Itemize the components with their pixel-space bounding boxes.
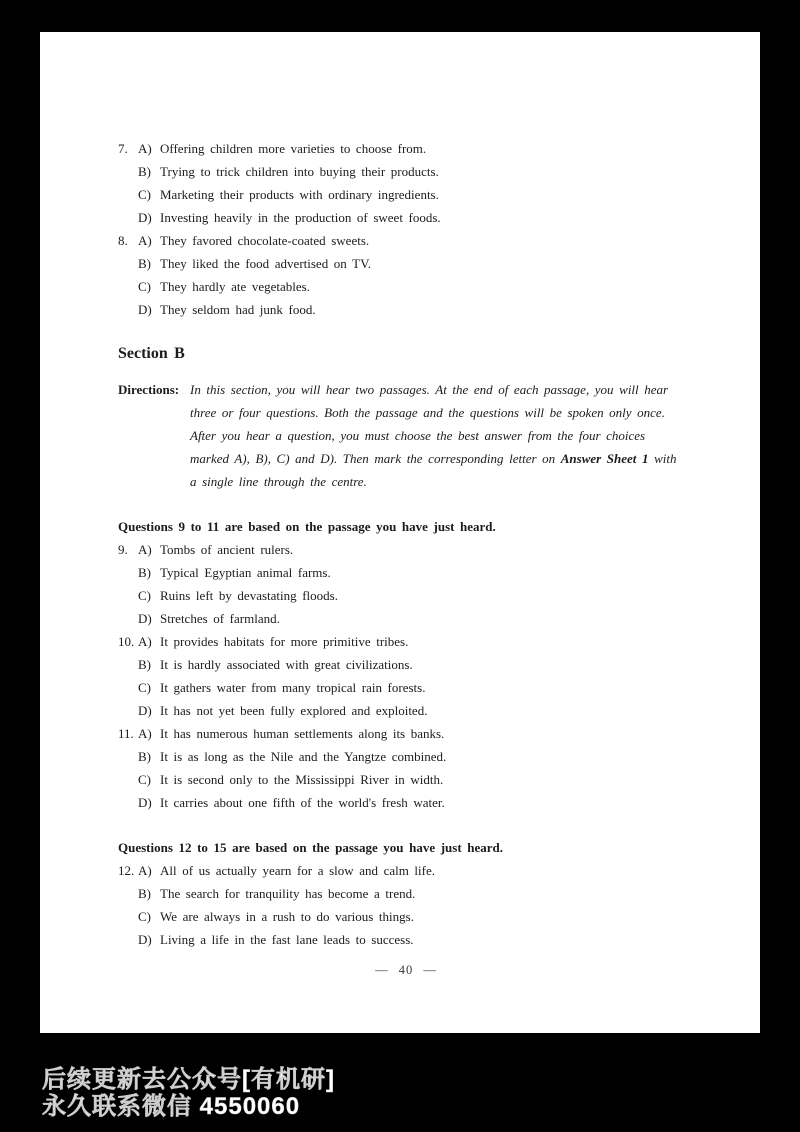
option-label: C) bbox=[138, 279, 151, 294]
option-text: Typical Egyptian animal farms. bbox=[160, 565, 331, 580]
question-9 bbox=[118, 538, 694, 630]
option-line bbox=[118, 653, 694, 676]
option-label: D) bbox=[138, 703, 152, 718]
question-11 bbox=[118, 722, 694, 814]
option-text: Investing heavily in the production of sweet foods. bbox=[160, 210, 441, 225]
option-label: D) bbox=[138, 302, 152, 317]
option-text: It carries about one fifth of the world's fresh water. bbox=[160, 795, 445, 810]
option-label: D) bbox=[138, 932, 152, 947]
page-content bbox=[40, 32, 760, 982]
option-line bbox=[118, 584, 694, 607]
option-label: D) bbox=[138, 210, 152, 225]
question-number: 11. bbox=[118, 726, 134, 741]
question-10 bbox=[118, 630, 694, 722]
option-label: B) bbox=[138, 164, 151, 179]
option-text: Tombs of ancient rulers. bbox=[160, 542, 294, 557]
option-line bbox=[118, 275, 694, 298]
watermark-line2: 永久联系微信 4550060 bbox=[42, 1093, 301, 1120]
option-text: It is as long as the Nile and the Yangtze combined. bbox=[160, 749, 447, 764]
option-line bbox=[118, 160, 694, 183]
option-line bbox=[118, 206, 694, 229]
option-label: C) bbox=[138, 680, 151, 695]
option-label: C) bbox=[138, 772, 151, 787]
option-text: They favored chocolate-coated sweets. bbox=[160, 233, 370, 248]
option-line bbox=[118, 745, 694, 768]
option-text: Trying to trick children into buying their products. bbox=[160, 164, 439, 179]
option-text: It gathers water from many tropical rain forests. bbox=[160, 680, 426, 695]
option-label: B) bbox=[138, 565, 151, 580]
option-text: Living a life in the fast lane leads to success. bbox=[160, 932, 414, 947]
option-text: Ruins left by devastating floods. bbox=[160, 588, 338, 603]
question-number: 8. bbox=[118, 233, 128, 248]
section-b-title: Section B bbox=[118, 345, 185, 362]
option-line bbox=[118, 229, 694, 252]
option-text: It is second only to the Mississippi River in width. bbox=[160, 772, 444, 787]
option-text: Stretches of farmland. bbox=[160, 611, 280, 626]
answer-sheet-ref: Answer Sheet 1 bbox=[560, 451, 649, 466]
watermark-line1: 后续更新去公众号[有机研] bbox=[42, 1066, 335, 1093]
option-text: It is hardly associated with great civilizations. bbox=[160, 657, 413, 672]
option-text: It has not yet been fully explored and exploited. bbox=[160, 703, 428, 718]
directions-part2: with a single line through the centre. bbox=[190, 451, 677, 489]
option-line bbox=[118, 882, 694, 905]
group2-header: Questions 12 to 15 are based on the passage you have just heard. bbox=[118, 840, 504, 855]
option-text: The search for tranquility has become a trend. bbox=[160, 886, 416, 901]
option-line bbox=[118, 928, 694, 951]
directions-block bbox=[118, 378, 694, 493]
option-text: We are always in a rush to do various things. bbox=[160, 909, 414, 924]
option-line bbox=[118, 768, 694, 791]
question-12 bbox=[118, 859, 694, 951]
option-text: They liked the food advertised on TV. bbox=[160, 256, 372, 271]
option-line bbox=[118, 676, 694, 699]
option-text: All of us actually yearn for a slow and calm life. bbox=[160, 863, 436, 878]
question-number: 7. bbox=[118, 141, 128, 156]
option-line bbox=[118, 561, 694, 584]
option-label: A) bbox=[138, 863, 152, 878]
option-text: Offering children more varieties to choose from. bbox=[160, 141, 427, 156]
option-label: A) bbox=[138, 233, 152, 248]
question-number: 9. bbox=[118, 542, 128, 557]
question-number: 10. bbox=[118, 634, 135, 649]
option-line bbox=[118, 252, 694, 275]
option-label: A) bbox=[138, 141, 152, 156]
option-label: D) bbox=[138, 611, 152, 626]
question-8 bbox=[118, 229, 694, 321]
option-line bbox=[118, 699, 694, 722]
option-label: B) bbox=[138, 657, 151, 672]
option-label: D) bbox=[138, 795, 152, 810]
option-line bbox=[118, 538, 694, 561]
option-label: C) bbox=[138, 588, 151, 603]
directions-part1: In this section, you will hear two passages. At the end of each passage, you will hear three or four questions. Both the passage and the questions will be spoken only once. After you hear a question, you must choose the best answer from the four choices marked A), B), C) and D). Then mark the corresponding letter on bbox=[190, 382, 669, 466]
option-line bbox=[118, 298, 694, 321]
option-text: It provides habitats for more primitive tribes. bbox=[160, 634, 409, 649]
option-text: Marketing their products with ordinary ingredients. bbox=[160, 187, 439, 202]
directions-label: Directions: bbox=[118, 382, 180, 397]
option-label: B) bbox=[138, 749, 151, 764]
question-7 bbox=[118, 137, 694, 229]
option-line bbox=[118, 607, 694, 630]
option-label: B) bbox=[138, 886, 151, 901]
option-line bbox=[118, 137, 694, 160]
option-line bbox=[118, 905, 694, 928]
option-line bbox=[118, 183, 694, 206]
watermark-text bbox=[42, 1066, 335, 1120]
option-label: C) bbox=[138, 187, 151, 202]
page-number: — 40 — bbox=[375, 963, 437, 977]
document-page bbox=[40, 32, 760, 1033]
group1-header: Questions 9 to 11 are based on the passage you have just heard. bbox=[118, 519, 496, 534]
option-text: They hardly ate vegetables. bbox=[160, 279, 310, 294]
option-label: A) bbox=[138, 726, 152, 741]
question-number: 12. bbox=[118, 863, 135, 878]
option-text: It has numerous human settlements along its banks. bbox=[160, 726, 445, 741]
option-line bbox=[118, 859, 694, 882]
option-text: They seldom had junk food. bbox=[160, 302, 316, 317]
option-label: B) bbox=[138, 256, 151, 271]
option-line bbox=[118, 722, 694, 745]
option-label: C) bbox=[138, 909, 151, 924]
directions-text bbox=[190, 378, 678, 493]
option-label: A) bbox=[138, 634, 152, 649]
option-line bbox=[118, 791, 694, 814]
option-label: A) bbox=[138, 542, 152, 557]
option-line bbox=[118, 630, 694, 653]
